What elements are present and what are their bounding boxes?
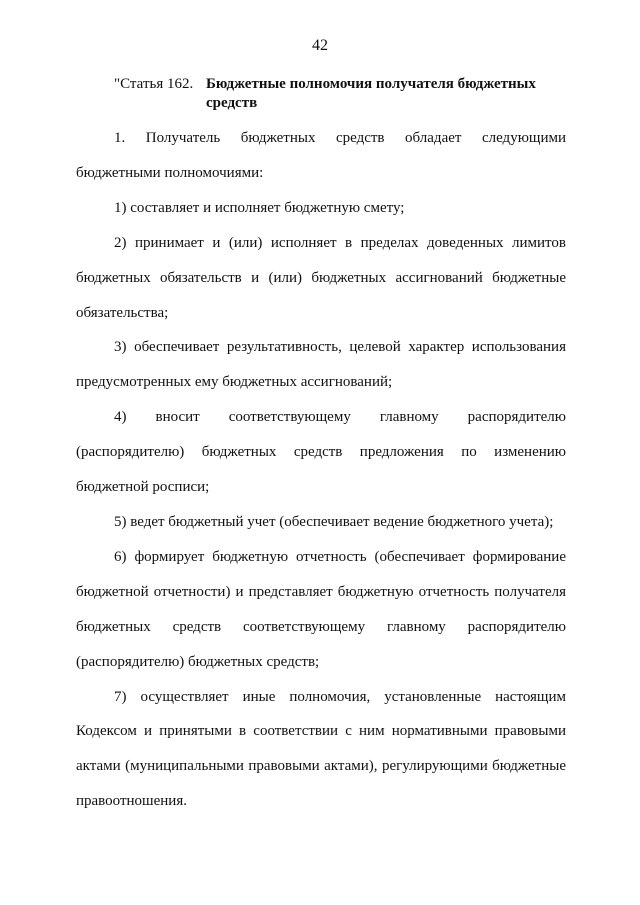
paragraph: 4) вносит соответствующему главному распорядителю (распорядителю) бюджетных средств предложения по изменению бюджетной росписи; [76,409,566,496]
paragraph: 3) обеспечивает результативность, целевой характер использования предусмотренных ему бюджетных ассигнований; [76,339,566,391]
paragraph: 1) составляет и исполняет бюджетную смету; [114,199,405,216]
article-body [76,121,566,819]
article-number: "Статья 162. [114,76,194,92]
article-title: Бюджетные полномочия получателя бюджетных средств [206,76,536,111]
paragraph: 2) принимает и (или) исполняет в пределах доведенных лимитов бюджетных обязательств и (или) бюджетных ассигнований бюджетные обязательства; [76,234,566,321]
paragraph: 1. Получатель бюджетных средств обладает следующими бюджетными полномочиями: [76,130,566,181]
paragraph: 6) формирует бюджетную отчетность (обеспечивает формирование бюджетной отчетности) и представляет бюджетную отчетность получателя бюджетных средств соответствующему главному распорядителю (распорядителю) бюджетных средств; [76,548,566,670]
article-heading [114,75,574,113]
paragraph: 5) ведет бюджетный учет (обеспечивает ведение бюджетного учета); [114,513,554,530]
page-number: 42 [312,37,328,54]
paragraph: 7) осуществляет иные полномочия, установленные настоящим Кодексом и принятыми в соответствии с ним нормативными правовыми актами (муниципальными правовыми актами), регулирующими бюджетные правоотношения. [76,688,566,810]
